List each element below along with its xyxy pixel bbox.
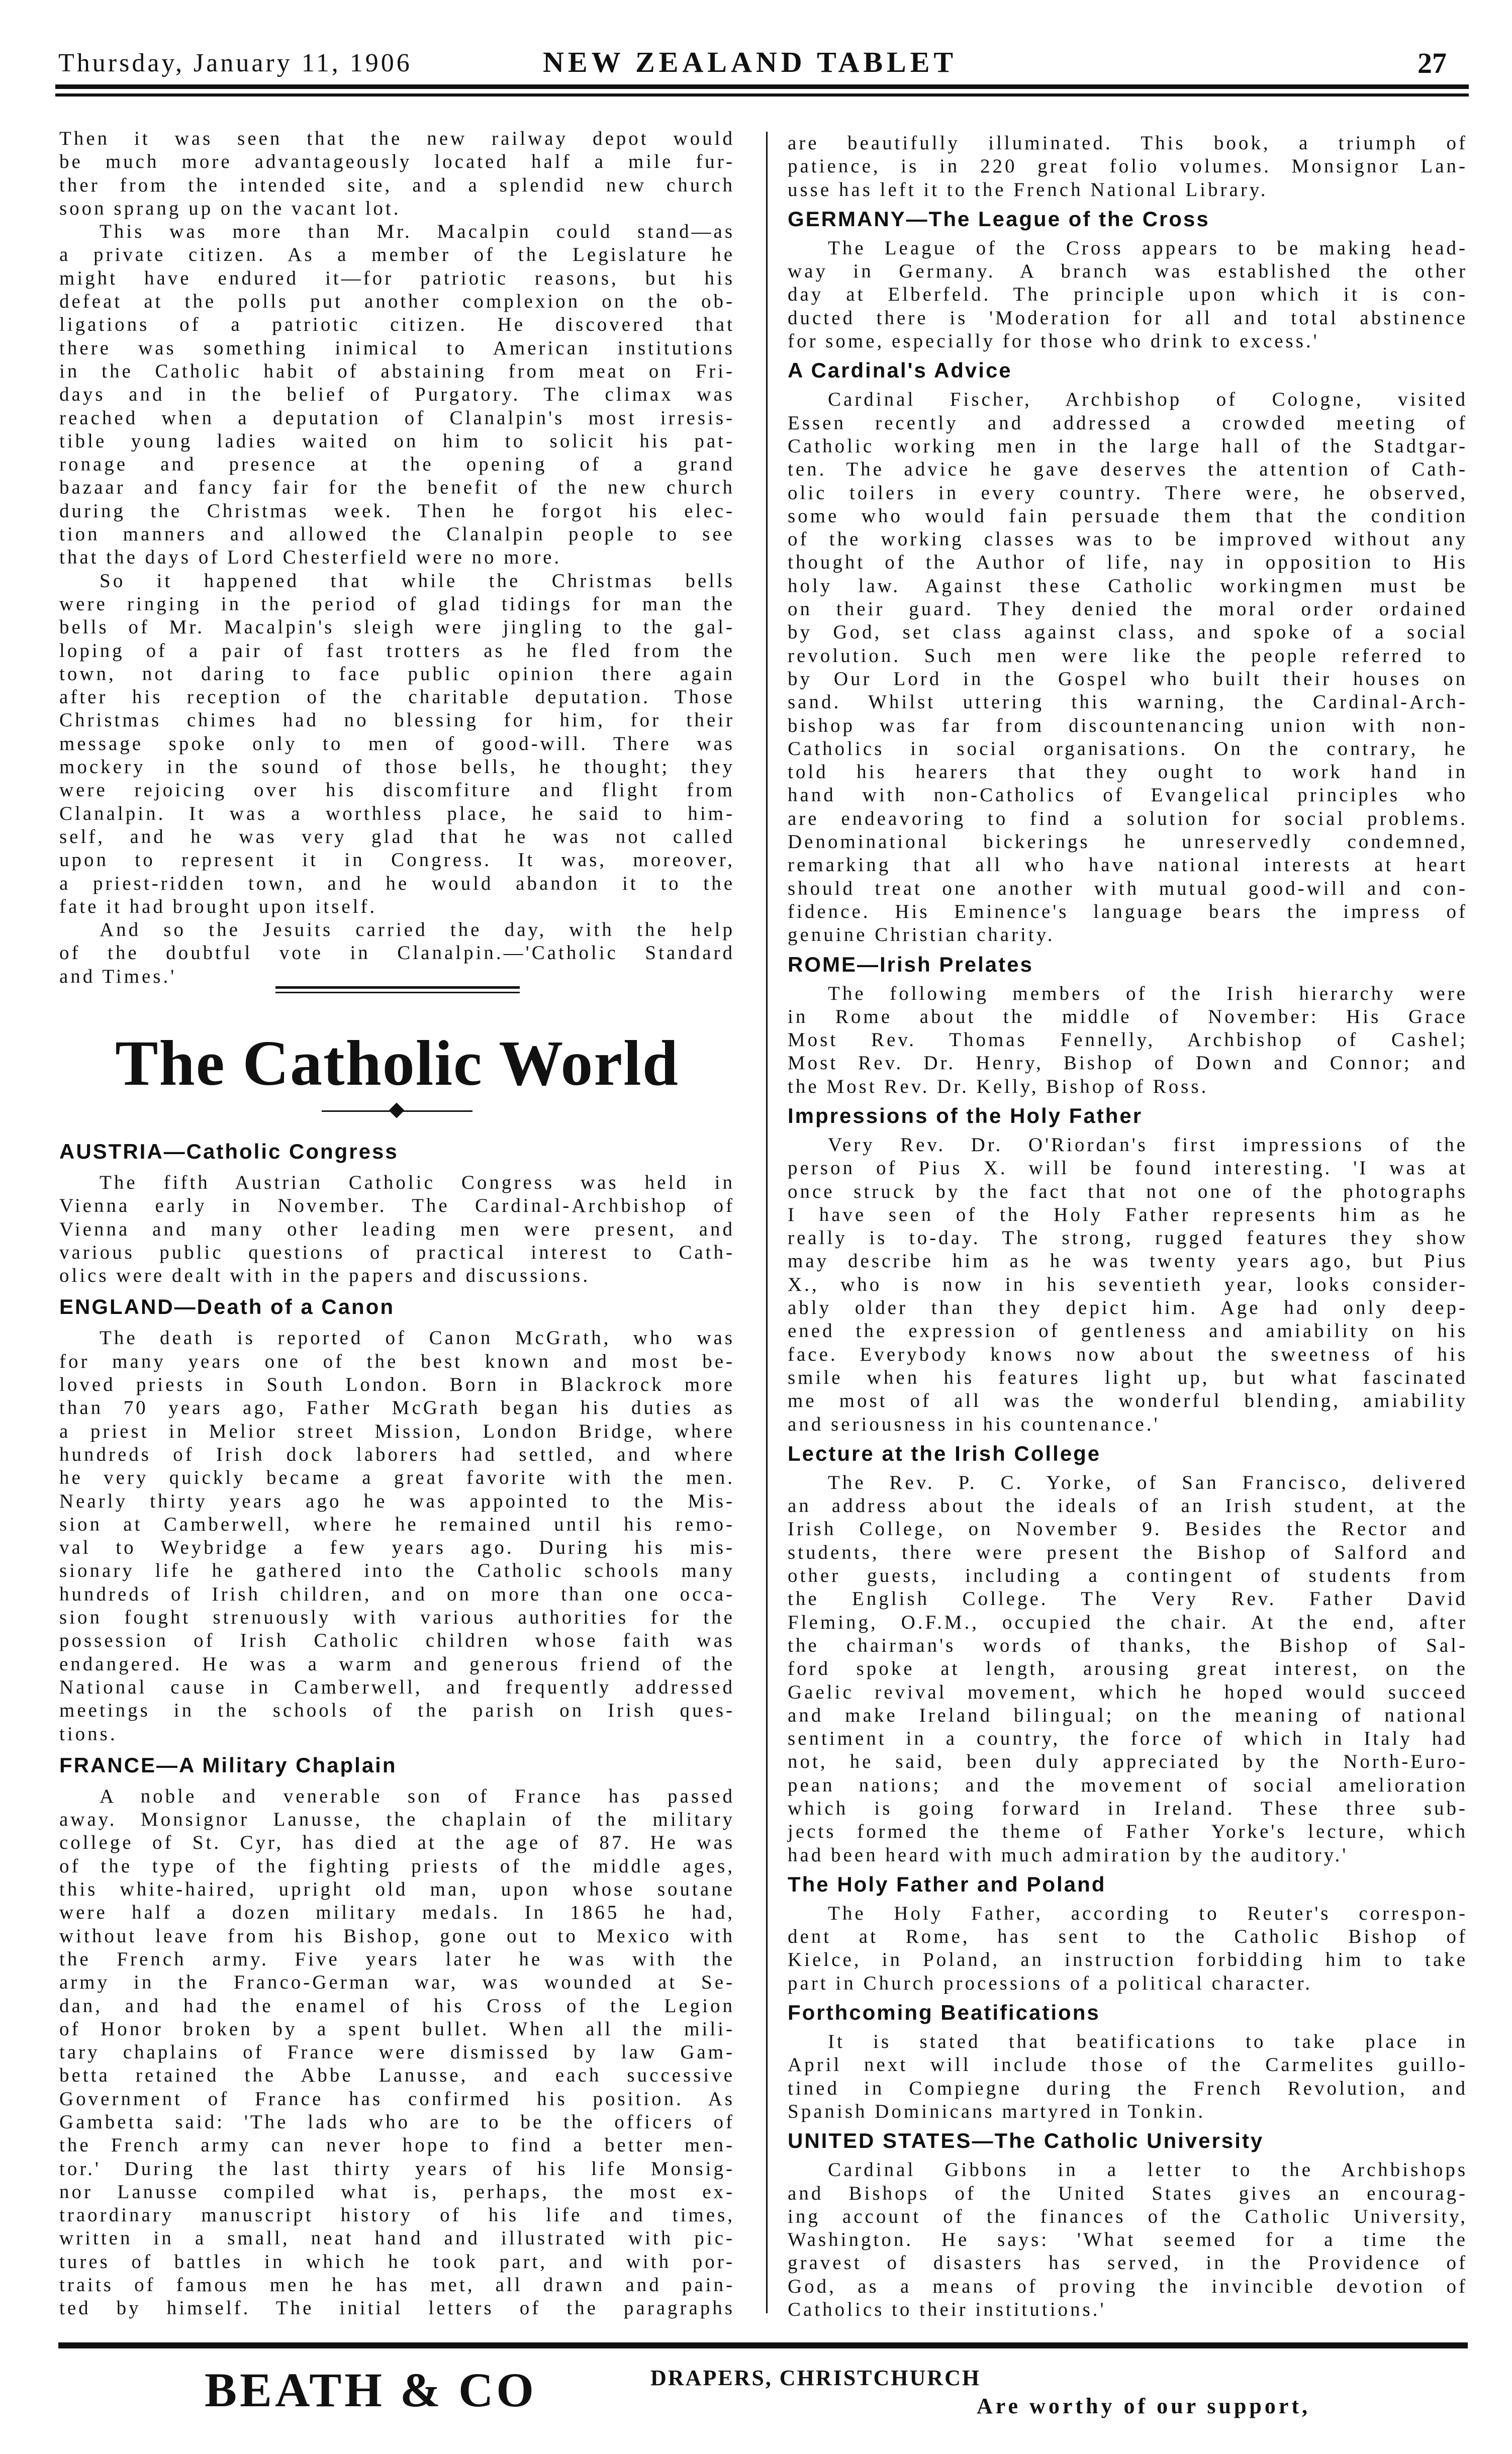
text-line: the English College. The Very Rev. Father David <box>788 1588 1468 1610</box>
text-line: which is going forward in Ireland. These three sub- <box>788 1798 1468 1819</box>
text-line: without leave from his Bishop, gone out to Mexico with <box>59 1925 735 1947</box>
text-line: way in Germany. A branch was established the other <box>788 260 1468 282</box>
paragraph <box>59 1171 735 1287</box>
article-heading: GERMANY—The League of the Cross <box>788 207 1210 231</box>
text-line: for many years one of the best known and most be- <box>59 1350 735 1372</box>
text-line: tor.' During the last thirty years of his life Monsig- <box>59 2157 735 2180</box>
article-heading: ENGLAND—Death of a Canon <box>59 1295 395 1319</box>
news-item <box>788 353 1468 947</box>
text-line: students, there were present the Bishop of Salford and <box>788 1541 1468 1563</box>
news-item <box>59 1746 735 2320</box>
paragraph <box>788 1902 1468 1995</box>
text-line: a priest in Melior street Mission, London Bridge, where <box>59 1420 735 1442</box>
text-line: mockery in the sound of those bells, he thought; they <box>59 756 735 778</box>
text-line: smile when his features light up, but what fascinated <box>788 1366 1468 1388</box>
text-line: tion manners and allowed the Clanalpin people to see <box>59 523 735 545</box>
text-line: town, not daring to face public opinion there again <box>59 663 735 685</box>
text-line: in the Catholic habit of abstaining from meat on Fri- <box>59 360 735 382</box>
article-heading: Lecture at the Irish College <box>788 1441 1101 1465</box>
text-line: during the Christmas week. Then he forgot his elec- <box>59 500 735 522</box>
text-line: upon to represent it in Congress. It was, moreover, <box>59 849 735 871</box>
text-line: Catholics in social organisations. On the contrary, he <box>788 737 1468 760</box>
text-line: God, as a means of proving the invincible devotion of <box>788 2275 1468 2297</box>
text-line: sionary life he gathered into the Catholic schools many <box>59 1560 735 1582</box>
text-line: Denominational bickerings he unreservedly condemned, <box>788 831 1468 853</box>
text-line: sion at Camberwell, where he remained until his remo- <box>59 1513 735 1535</box>
article-heading: AUSTRIA—Catholic Congress <box>59 1140 399 1163</box>
text-line: are beautifully illuminated. This book, a triumph of <box>788 132 1468 154</box>
text-line: Spanish Dominicans martyred in Tonkin. <box>788 2100 1206 2122</box>
text-line: ligations of a patriotic citizen. He discovered that <box>59 314 735 336</box>
text-line: tures of battles in which he took part, and with por- <box>59 2250 735 2273</box>
text-line: told his hearers that they ought to work hand in <box>788 761 1468 783</box>
text-line: The fifth Austrian Catholic Congress was held in <box>100 1172 735 1193</box>
paragraph <box>788 237 1468 353</box>
text-line: were half a dozen military medals. In 1865 he had, <box>59 1902 735 1924</box>
text-line: that the days of Lord Chesterfield were no more. <box>59 546 562 569</box>
text-line: remarking that all who have national interests at heart <box>788 854 1468 876</box>
text-line: betta retained the Abbe Lanusse, and each successive <box>59 2064 735 2087</box>
text-line: Clanalpin. It was a worthless place, he said to him- <box>59 802 735 824</box>
title-rule-upper <box>275 986 520 989</box>
text-line: nor Lanusse compiled what is, perhaps, the most ex- <box>59 2181 735 2203</box>
text-line: loping of a pair of fast trotters as he fled from the <box>59 639 735 662</box>
text-line: X., who is now in his seventieth year, looks consider- <box>788 1273 1468 1295</box>
article-heading: ROME—Irish Prelates <box>788 952 1033 976</box>
text-line: genuine Christian charity. <box>788 924 1055 946</box>
text-line: by God, set class against class, and spoke of a social <box>788 621 1468 643</box>
text-line: bells of Mr. Macalpin's sleigh were jingling to the gal- <box>59 616 735 638</box>
text-line: Vienna and many other leading men were present, and <box>59 1218 735 1240</box>
text-line: were ringing in the period of glad tidings for man the <box>59 593 735 615</box>
text-line: hundreds of Irish children, and on more than one occa- <box>59 1583 735 1605</box>
text-line: a priest-ridden town, and he would abandon it to the <box>59 872 735 894</box>
text-line: bazaar and fancy fair for the benefit of the new church <box>59 477 735 499</box>
text-line: of the doubtful vote in Clanalpin.—'Catholic Standard <box>59 942 735 964</box>
text-line: had been heard with much admiration by the auditory.' <box>788 1844 1349 1866</box>
paragraph <box>788 2158 1468 2321</box>
paragraph <box>788 132 1468 202</box>
text-line: various public questions of practical interest to Cath- <box>59 1241 735 1263</box>
text-line: gravest of disasters has served, in the Providence of <box>788 2252 1468 2274</box>
news-item <box>788 947 1468 1098</box>
text-line: patience, is in 220 great folio volumes. Monsignor Lan- <box>788 155 1468 177</box>
text-line: olics were dealt with in the papers and discussions. <box>59 1265 591 1287</box>
header-rule-top <box>55 84 1469 89</box>
text-line: The death is reported of Canon McGrath, who was <box>100 1327 735 1349</box>
text-line: away. Monsignor Lanusse, the chaplain of the military <box>59 1809 735 1831</box>
paragraph <box>788 1471 1468 1867</box>
left-column-news <box>59 1132 735 2320</box>
text-line: than 70 years ago, Father McGrath began his duties as <box>59 1397 735 1419</box>
paragraph <box>788 2030 1468 2123</box>
ornament-divider <box>322 1104 472 1118</box>
text-line: Gaelic revival movement, which he hoped would succeed <box>788 1681 1468 1703</box>
text-line: ably older than they depict him. Age had only deep- <box>788 1297 1468 1319</box>
text-line: Cardinal Gibbons in a letter to the Archbishops <box>828 2159 1468 2181</box>
text-line: Nearly thirty years ago he was appointed to the Mis- <box>59 1490 735 1512</box>
advert-company-name: BEATH & CO <box>205 2363 537 2417</box>
text-line: Washington. He says: 'What seemed for a time the <box>788 2229 1468 2251</box>
text-line: Most Rev. Thomas Fennelly, Archbishop of Cashel; <box>788 1029 1468 1051</box>
text-line: college of St. Cyr, has died at the age of 87. He was <box>59 1832 735 1854</box>
news-item <box>788 1098 1468 1436</box>
text-line: val to Weybridge a few years ago. During his mis- <box>59 1537 735 1559</box>
text-line: there was something inimical to American institutions <box>59 337 735 359</box>
text-line: dan, and had the enamel of his Cross of the Legion <box>59 1995 735 2017</box>
footer-rule <box>58 2342 1468 2348</box>
advert-line-1: DRAPERS, CHRISTCHURCH <box>650 2366 981 2390</box>
text-line: Christmas chimes had no blessing for him, for their <box>59 709 735 731</box>
right-column-news <box>788 132 1468 2321</box>
title-rule-lower <box>275 992 520 993</box>
text-line: ther from the intended site, and a splendid new church <box>59 174 735 196</box>
text-line: not, he said, been duly appreciated by the North-Euro- <box>788 1751 1468 1773</box>
text-line: I have seen of the Holy Father represents him as he <box>788 1203 1468 1225</box>
news-item <box>788 1867 1468 1995</box>
paragraph <box>59 1785 735 2320</box>
text-line: are endeavoring to find a solution for social problems. <box>788 807 1468 829</box>
text-line: fate it had brought upon itself. <box>59 895 377 917</box>
text-line: Essen recently and addressed a crowded meeting of <box>788 412 1468 434</box>
issue-date: Thursday, January 11, 1906 <box>58 49 412 77</box>
text-line: in Rome about the middle of November: His Grace <box>788 1005 1468 1027</box>
text-line: defeat at the polls put another complexion on the ob- <box>59 291 735 313</box>
text-line: he very quickly became a great favorite with the men. <box>59 1467 735 1489</box>
text-line: Vienna early in November. The Cardinal-Archbishop of <box>59 1195 735 1217</box>
text-line: sentiment in a country, the force of which in Italy had <box>788 1728 1468 1750</box>
text-line: bishop was far from discountenancing union with non- <box>788 714 1468 736</box>
text-line: dent at Rome, has sent to the Catholic Bishop of <box>788 1926 1468 1948</box>
news-item <box>788 1436 1468 1867</box>
text-line: for some, especially for those who drink to excess.' <box>788 330 1319 352</box>
text-line: Catholics to their institutions.' <box>788 2299 1106 2321</box>
article-heading: FRANCE—A Military Chaplain <box>59 1753 397 1777</box>
text-line: The following members of the Irish hierarchy were <box>828 982 1468 1004</box>
text-line: April next will include those of the Carmelites guillo- <box>788 2054 1468 2076</box>
text-line: the French army can never hope to find a better men- <box>59 2134 735 2156</box>
text-line: jects formed the theme of Father Yorke's lecture, which <box>788 1821 1468 1843</box>
advert-line-2: Are worthy of our support, <box>977 2394 1311 2418</box>
text-line: might have endured it—for patriotic reasons, but his <box>59 267 735 289</box>
article-heading: UNITED STATES—The Catholic University <box>788 2129 1264 2153</box>
news-item <box>788 1995 1468 2123</box>
text-line: should treat one another with mutual good-will and con- <box>788 877 1468 899</box>
paragraph <box>59 570 735 918</box>
text-line: tined in Compiegne during the French Revolution, and <box>788 2077 1468 2099</box>
text-line: may describe him as he was twenty years ago, but Pius <box>788 1250 1468 1272</box>
paragraph <box>59 220 735 569</box>
text-line: hand with non-Catholics of Evangelical principles who <box>788 784 1468 806</box>
news-item <box>788 2123 1468 2321</box>
text-line: by Our Lord in the Gospel who built their houses on <box>788 668 1468 690</box>
text-line: once struck by the fact that not one of the photographs <box>788 1180 1468 1202</box>
text-line: traits of famous men he has met, all drawn and pain- <box>59 2274 735 2296</box>
text-line: days and in the belief of Purgatory. The climax was <box>59 384 735 406</box>
text-line: olic toilers in every country. There were, he observed, <box>788 482 1468 504</box>
text-line: after his reception of the charitable deputation. Those <box>59 686 735 708</box>
text-line: pean nations; and the movement of social amelioration <box>788 1774 1468 1796</box>
page-number: 27 <box>1418 47 1447 79</box>
text-line: part in Church processions of a political character. <box>788 1972 1313 1994</box>
text-line: the French army. Five years later he was with the <box>59 1948 735 1970</box>
article-heading: Forthcoming Beatifications <box>788 2001 1100 2025</box>
news-item <box>59 1287 735 1745</box>
text-line: It is stated that beatifications to take place in <box>828 2031 1468 2053</box>
text-line: were rejoicing over his discomfiture and flight from <box>59 779 735 801</box>
text-line: sand. Whilst uttering this warning, the Cardinal-Arch- <box>788 691 1468 713</box>
text-line: self, and he was very glad that he was not called <box>59 825 735 847</box>
text-line: So it happened that while the Christmas bells <box>100 570 735 592</box>
text-line: a private citizen. As a member of the Legislature he <box>59 244 735 266</box>
text-line: the Most Rev. Dr. Kelly, Bishop of Ross. <box>788 1075 1209 1097</box>
text-line: be much more advantageously located half a mile fur- <box>59 151 735 173</box>
text-line: tary chaplains of France were dismissed by law Gam- <box>59 2041 735 2063</box>
text-line: and seriousness in his countenance.' <box>788 1413 1160 1435</box>
text-line: Kielce, in Poland, an instruction forbidding him to take <box>788 1949 1468 1971</box>
text-line: ing account of the finances of the Catholic University, <box>788 2205 1468 2227</box>
text-line: and make Ireland bilingual; on the meaning of national <box>788 1704 1468 1726</box>
text-line: other guests, including a contingent of students from <box>788 1565 1468 1587</box>
text-line: really is to-day. The strong, rugged features they show <box>788 1227 1468 1249</box>
text-line: Cardinal Fischer, Archbishop of Cologne, visited <box>828 389 1468 411</box>
text-line: The League of the Cross appears to be making head- <box>828 237 1468 259</box>
text-line: National cause in Camberwell, and frequently addressed <box>59 1676 735 1698</box>
news-item <box>788 202 1468 353</box>
text-line: Catholic working men in the large hall of the Stadtgar- <box>788 435 1468 457</box>
text-line: Gambetta said: 'The lads who are to be the officers of <box>59 2111 735 2133</box>
article-heading: Impressions of the Holy Father <box>788 1103 1143 1127</box>
text-line: Fleming, O.F.M., occupied the chair. At the end, after <box>788 1611 1468 1633</box>
paragraph <box>59 918 735 988</box>
text-line: thought of the Author of life, nay in opposition to His <box>788 551 1468 574</box>
text-line: ened the expression of gentleness and amiability on his <box>788 1320 1468 1342</box>
text-line: of the working classes was to be improved without any <box>788 528 1468 550</box>
paragraph <box>59 1327 735 1745</box>
paragraph <box>788 982 1468 1098</box>
text-line: Government of France has confirmed his position. As <box>59 2088 735 2110</box>
text-line: endangered. He was a warm and generous friend of the <box>59 1653 735 1675</box>
text-line: fidence. His Eminence's language bears the impress of <box>788 900 1468 922</box>
text-line: hundreds of Irish dock laborers had settled, and where <box>59 1443 735 1465</box>
left-column-continued-article <box>59 127 735 988</box>
text-line: this white-haired, upright old man, upon whose soutane <box>59 1878 735 1901</box>
paragraph <box>59 127 735 220</box>
text-line: face. Everybody knows now about the sweetness of his <box>788 1343 1468 1365</box>
text-line: revolution. Such men were like the people referred to <box>788 644 1468 667</box>
text-line: Then it was seen that the new railway depot would <box>59 128 735 149</box>
text-line: reached when a deputation of Clanalpin's most irresis- <box>59 407 735 429</box>
column-divider <box>766 132 768 2313</box>
text-line: message spoke only to men of good-will. There was <box>59 732 735 754</box>
text-line: possession of Irish Catholic children whose faith was <box>59 1630 735 1652</box>
text-line: ford spoke at length, arousing great interest, on the <box>788 1658 1468 1680</box>
text-line: some who would fain persuade them that the condition <box>788 505 1468 527</box>
text-line: soon sprang up on the vacant lot. <box>59 197 401 219</box>
text-line: of Honor broken by a spent bullet. When all the mili- <box>59 2018 735 2040</box>
text-line: usse has left it to the French National Library. <box>788 178 1268 201</box>
paragraph <box>788 388 1468 947</box>
text-line: loved priests in South London. Born in Blackrock more <box>59 1374 735 1396</box>
article-heading: A Cardinal's Advice <box>788 358 1012 383</box>
text-line: Most Rev. Dr. Henry, Bishop of Down and Connor; and <box>788 1052 1468 1074</box>
text-line: Very Rev. Dr. O'Riordan's first impressions of the <box>828 1134 1468 1156</box>
text-line: tions. <box>59 1723 118 1745</box>
text-line: And so the Jesuits carried the day, with the help <box>100 919 735 941</box>
text-line: ten. The advice he gave deserves the attention of Cath- <box>788 458 1468 481</box>
text-line: ducted there is 'Moderation for all and total abstinence <box>788 307 1468 329</box>
header-rule-bottom <box>55 93 1469 97</box>
text-line: me most of all was the wonderful blending, amiability <box>788 1390 1468 1412</box>
text-line: on their guard. They denied the moral order ordained <box>788 598 1468 620</box>
text-line: and Times.' <box>59 965 177 987</box>
news-item <box>788 132 1468 202</box>
text-line: traordinary manuscript history of his life and times, <box>59 2204 735 2226</box>
text-line: person of Pius X. will be found interesting. 'I was at <box>788 1157 1468 1179</box>
masthead-title: NEW ZEALAND TABLET <box>543 46 958 78</box>
text-line: holy law. Against these Catholic workingmen must be <box>788 575 1468 597</box>
text-line: This was more than Mr. Macalpin could stand—as <box>100 221 735 243</box>
text-line: ted by himself. The initial letters of the paragraphs <box>59 2297 735 2319</box>
text-line: day at Elberfeld. The principle upon which it is con- <box>788 284 1468 306</box>
section-title: The Catholic World <box>115 1027 679 1099</box>
text-line: and Bishops of the United States gives an encourag- <box>788 2182 1468 2204</box>
text-line: army in the Franco-German war, was wounded at Se- <box>59 1971 735 1994</box>
paragraph <box>788 1134 1468 1436</box>
article-heading: The Holy Father and Poland <box>788 1872 1106 1896</box>
text-line: an address about the ideals of an Irish student, at the <box>788 1495 1468 1517</box>
text-line: written in a small, neat hand and illustrated with pic- <box>59 2227 735 2249</box>
text-line: sion fought strenuously with various authorities for the <box>59 1607 735 1629</box>
diamond-ornament-icon <box>389 1102 404 1118</box>
text-line: A noble and venerable son of France has passed <box>100 1785 735 1807</box>
news-item <box>59 1132 735 1287</box>
text-line: of the type of the fighting priests of the middle ages, <box>59 1855 735 1877</box>
text-line: tible young ladies waited on him to solicit his pat- <box>59 430 735 452</box>
text-line: The Holy Father, according to Reuter's correspon- <box>828 1902 1468 1924</box>
text-line: ronage and presence at the opening of a grand <box>59 453 735 476</box>
text-line: The Rev. P. C. Yorke, of San Francisco, delivered <box>828 1471 1468 1493</box>
text-line: meetings in the schools of the parish on Irish ques- <box>59 1700 735 1722</box>
text-line: Irish College, on November 9. Besides the Rector and <box>788 1518 1468 1540</box>
text-line: the chairman's words of thanks, the Bishop of Sal- <box>788 1634 1468 1656</box>
